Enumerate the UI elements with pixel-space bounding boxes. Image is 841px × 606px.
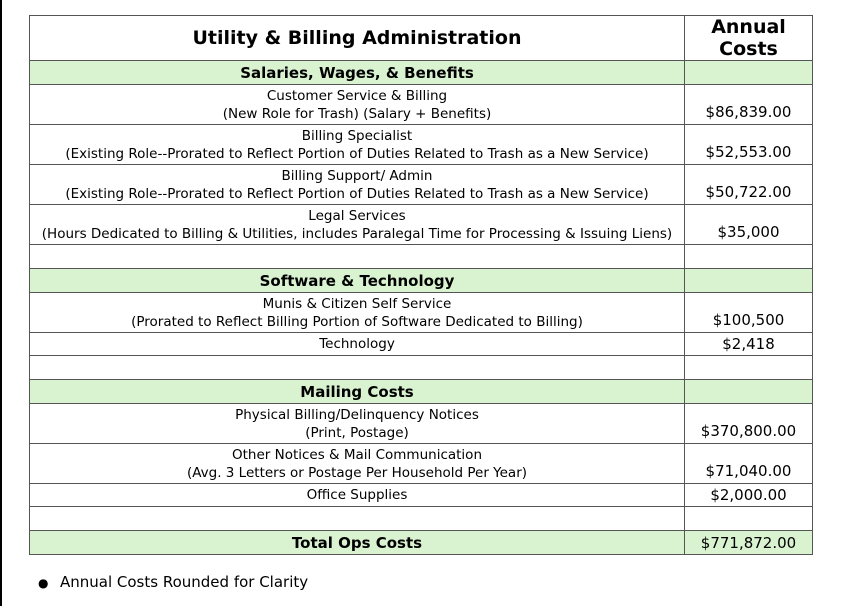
spacer-row bbox=[30, 356, 813, 380]
item-description bbox=[30, 165, 685, 205]
section-empty-cell bbox=[685, 61, 813, 85]
item-title: Munis & Citizen Self Service bbox=[262, 295, 452, 312]
item-detail: (Hours Dedicated to Billing & Utilities, includes Paralegal Time for Processing & Issuing Liens) bbox=[41, 225, 673, 242]
left-border-line bbox=[0, 0, 2, 606]
item-title: Other Notices & Mail Communication bbox=[231, 446, 482, 463]
table-header-row bbox=[30, 16, 813, 61]
item-title: Office Supplies bbox=[306, 487, 408, 503]
total-label: Total Ops Costs bbox=[30, 531, 685, 555]
item-description bbox=[30, 484, 685, 507]
section-header-software bbox=[30, 269, 813, 293]
empty-cell bbox=[685, 245, 813, 269]
item-amount: $2,418 bbox=[685, 333, 813, 356]
item-description bbox=[30, 125, 685, 165]
item-amount: $370,800.00 bbox=[685, 404, 813, 444]
item-detail: (Prorated to Reflect Billing Portion of Software Dedicated to Billing) bbox=[131, 313, 583, 330]
item-amount: $50,722.00 bbox=[685, 165, 813, 205]
item-amount: $2,000.00 bbox=[685, 484, 813, 507]
item-description bbox=[30, 333, 685, 356]
section-empty-cell bbox=[685, 380, 813, 404]
item-amount: $71,040.00 bbox=[685, 444, 813, 484]
item-description bbox=[30, 85, 685, 125]
footnote-text: Annual Costs Rounded for Clarity bbox=[60, 573, 309, 591]
section-label: Salaries, Wages, & Benefits bbox=[30, 61, 685, 85]
table-row bbox=[30, 205, 813, 245]
item-description bbox=[30, 293, 685, 333]
item-detail: (Existing Role--Prorated to Reflect Portion of Duties Related to Trash as a New Service) bbox=[65, 185, 649, 202]
item-description bbox=[30, 205, 685, 245]
table-title: Utility & Billing Administration bbox=[30, 16, 685, 61]
table-row bbox=[30, 484, 813, 507]
section-label: Mailing Costs bbox=[30, 380, 685, 404]
table-row bbox=[30, 444, 813, 484]
billing-cost-table bbox=[29, 15, 813, 555]
table-row bbox=[30, 125, 813, 165]
item-title: Billing Support/ Admin bbox=[281, 167, 433, 184]
item-amount: $86,839.00 bbox=[685, 85, 813, 125]
section-empty-cell bbox=[685, 269, 813, 293]
item-title: Physical Billing/Delinquency Notices bbox=[235, 406, 479, 423]
table-row bbox=[30, 333, 813, 356]
item-title: Customer Service & Billing bbox=[266, 87, 448, 104]
bullet-icon: ● bbox=[38, 576, 49, 590]
item-detail: (Existing Role--Prorated to Reflect Portion of Duties Related to Trash as a New Service) bbox=[65, 145, 649, 162]
annual-costs-header: Annual Costs bbox=[685, 16, 813, 61]
item-amount: $52,553.00 bbox=[685, 125, 813, 165]
item-detail: (Avg. 3 Letters or Postage Per Household Per Year) bbox=[186, 464, 528, 481]
empty-cell bbox=[30, 356, 685, 380]
item-title: Technology bbox=[319, 336, 395, 352]
item-title: Legal Services bbox=[308, 207, 406, 224]
item-amount: $35,000 bbox=[685, 205, 813, 245]
item-title: Billing Specialist bbox=[301, 127, 413, 144]
item-detail: (New Role for Trash) (Salary + Benefits) bbox=[222, 105, 492, 122]
total-row bbox=[30, 531, 813, 555]
footnote bbox=[38, 573, 308, 591]
empty-cell bbox=[685, 356, 813, 380]
empty-cell bbox=[30, 507, 685, 531]
table-row bbox=[30, 293, 813, 333]
item-description bbox=[30, 444, 685, 484]
empty-cell bbox=[685, 507, 813, 531]
section-header-salaries bbox=[30, 61, 813, 85]
table-row bbox=[30, 165, 813, 205]
table-row bbox=[30, 85, 813, 125]
section-label: Software & Technology bbox=[30, 269, 685, 293]
item-detail: (Print, Postage) bbox=[305, 424, 409, 441]
section-header-mailing bbox=[30, 380, 813, 404]
table-row bbox=[30, 404, 813, 444]
empty-cell bbox=[30, 245, 685, 269]
spacer-row bbox=[30, 245, 813, 269]
item-description bbox=[30, 404, 685, 444]
spacer-row bbox=[30, 507, 813, 531]
item-amount: $100,500 bbox=[685, 293, 813, 333]
total-amount: $771,872.00 bbox=[685, 531, 813, 555]
